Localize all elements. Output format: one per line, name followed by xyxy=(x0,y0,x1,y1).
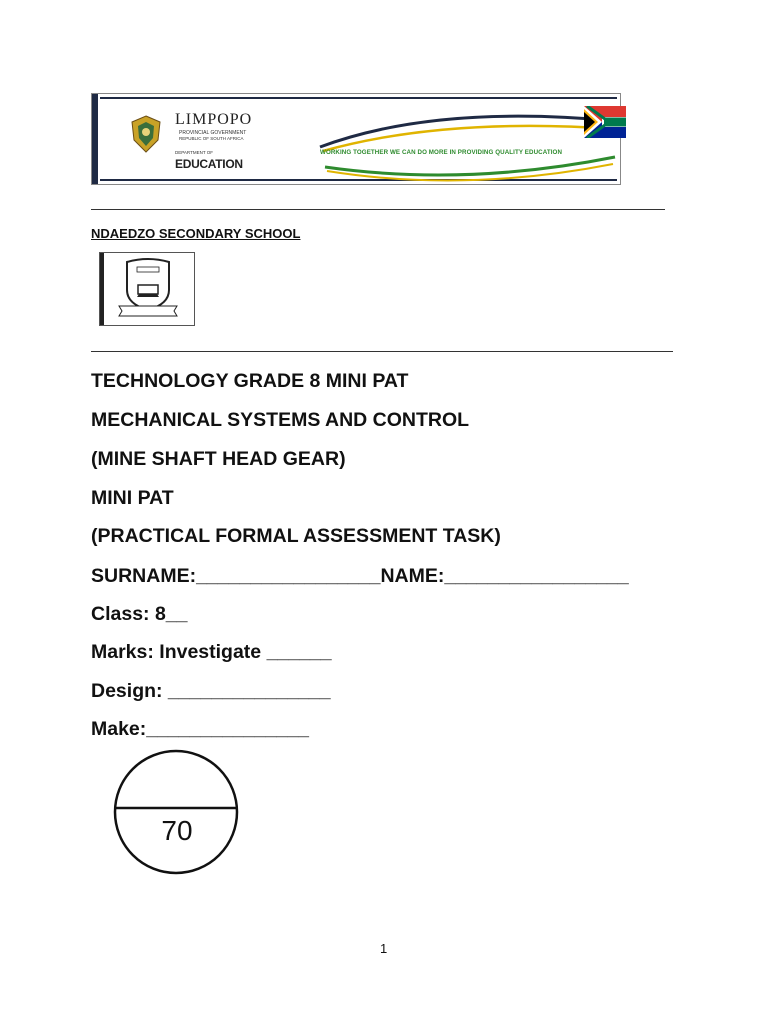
education-banner xyxy=(91,93,621,185)
province-title: LIMPOPO xyxy=(175,111,253,128)
title-project: (MINE SHAFT HEAD GEAR) xyxy=(91,448,346,470)
title-topic: MECHANICAL SYSTEMS AND CONTROL xyxy=(91,409,470,431)
south-africa-flag-icon xyxy=(584,106,626,138)
score-total: 70 xyxy=(161,815,193,846)
school-name: NDAEDZO SECONDARY SCHOOL xyxy=(91,226,301,241)
middle-divider xyxy=(91,351,673,352)
province-subtitle: PROVINCIAL GOVERNMENT xyxy=(179,130,247,136)
title-task-type: (PRACTICAL FORMAL ASSESSMENT TASK) xyxy=(91,525,501,547)
banner-edge xyxy=(92,94,98,184)
class-field[interactable]: Class: 8__ xyxy=(91,603,188,625)
swoosh-decoration-icon xyxy=(315,109,625,184)
province-country: REPUBLIC OF SOUTH AFRICA xyxy=(179,136,244,141)
department-name: EDUCATION xyxy=(175,157,243,171)
coat-of-arms-icon xyxy=(128,114,164,154)
marks-investigate-field[interactable]: Marks: Investigate ______ xyxy=(91,641,332,663)
make-marks-field[interactable]: Make:_______________ xyxy=(91,718,309,740)
banner-frame xyxy=(100,97,617,181)
surname-name-field[interactable]: SURNAME:_________________NAME:_________________ xyxy=(91,565,629,587)
slogan-text: WORKING TOGETHER WE CAN DO MORE IN PROVIDING QUALITY EDUCATION xyxy=(320,149,563,156)
title-subject: TECHNOLOGY GRADE 8 MINI PAT xyxy=(91,370,409,392)
page-number: 1 xyxy=(380,941,388,956)
title-mini-pat: MINI PAT xyxy=(91,487,174,509)
top-divider xyxy=(91,209,665,210)
score-circle xyxy=(110,748,245,878)
design-marks-field[interactable]: Design: _______________ xyxy=(91,680,331,702)
school-crest-icon xyxy=(101,254,195,326)
department-of-label: DEPARTMENT OF xyxy=(175,150,214,155)
school-logo xyxy=(99,252,195,326)
